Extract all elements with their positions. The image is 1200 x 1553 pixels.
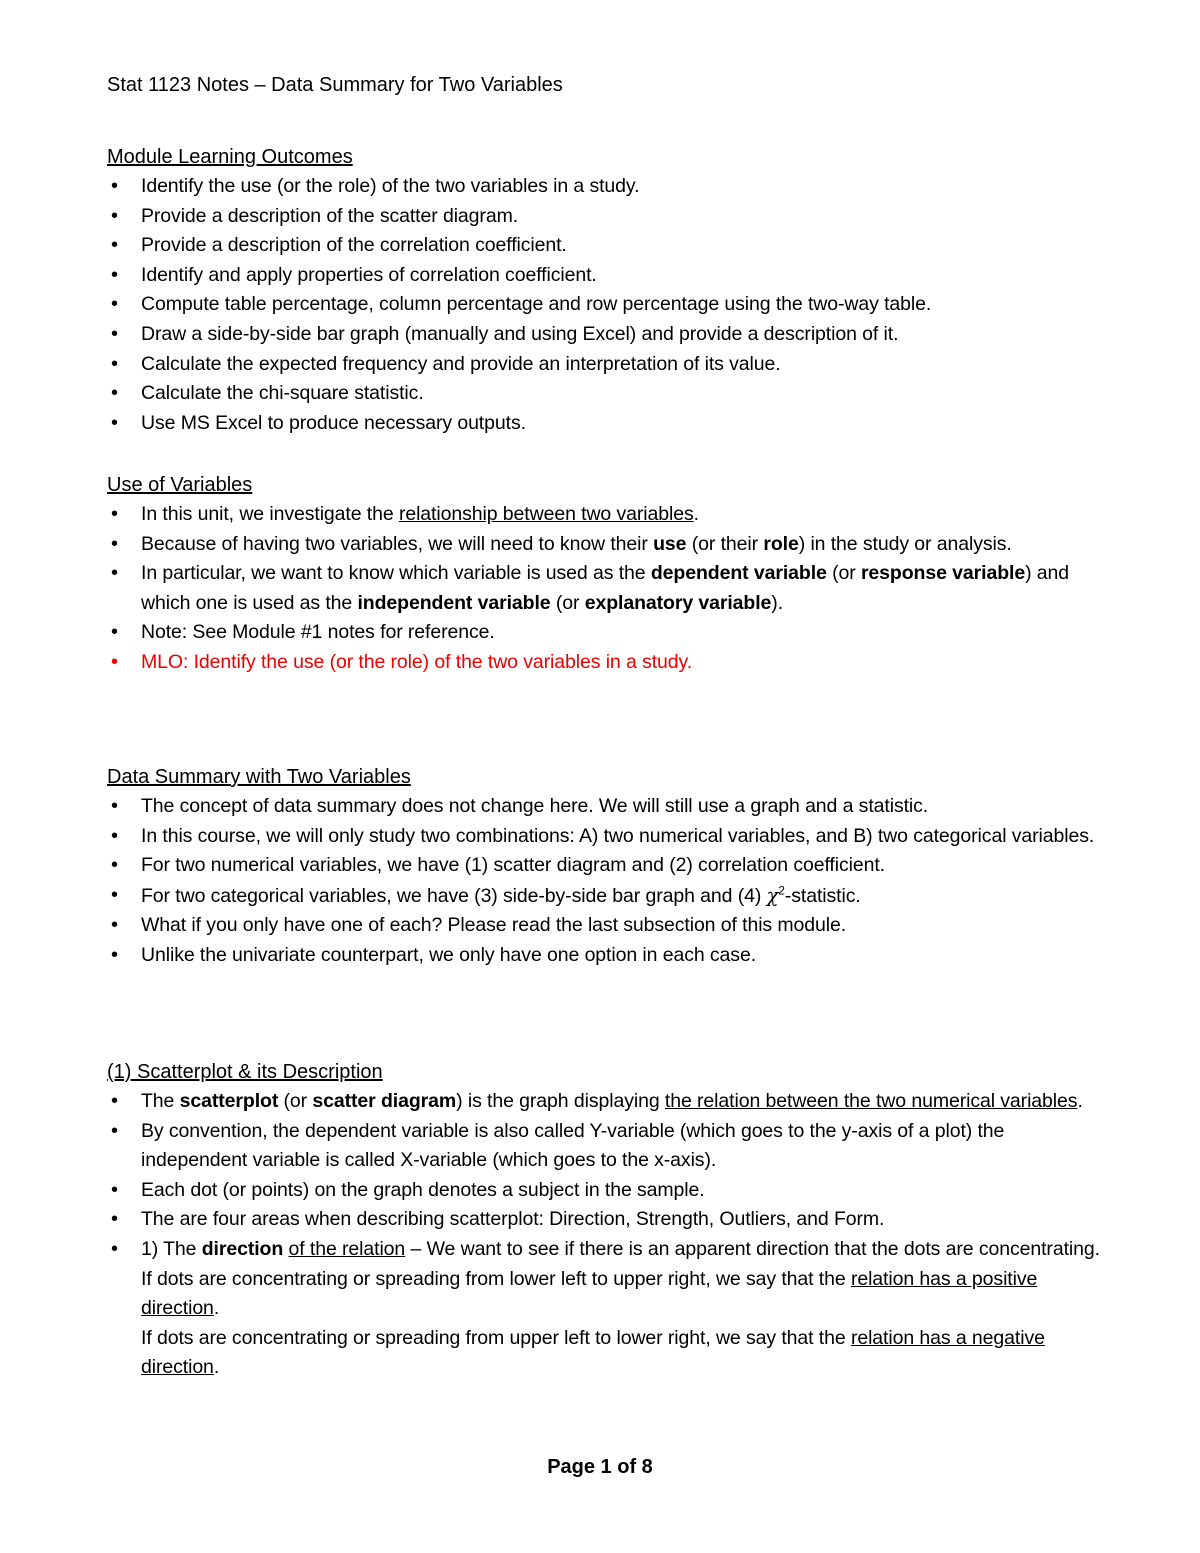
summary-list xyxy=(107,792,1107,971)
list-item: • Each dot (or points) on the graph denotes a subject in the sample. xyxy=(107,1176,1107,1206)
list-item: • The concept of data summary does not change here. We will still use a graph and a statistic. xyxy=(107,792,1107,822)
list-item: • Calculate the expected frequency and provide an interpretation of its value. xyxy=(107,350,1107,380)
list-item: • For two numerical variables, we have (1) scatter diagram and (2) correlation coefficient. xyxy=(107,851,1107,881)
list-item: • What if you only have one of each? Please read the last subsection of this module. xyxy=(107,911,1107,941)
list-item: • Calculate the chi-square statistic. xyxy=(107,379,1107,409)
section-heading: Use of Variables xyxy=(107,474,253,496)
section-scatterplot xyxy=(107,1058,1107,1383)
list-item: • Provide a description of the scatter diagram. xyxy=(107,202,1107,232)
document-title: Stat 1123 Notes – Data Summary for Two Variables xyxy=(107,74,563,96)
list-item: • In this course, we will only study two combinations: A) two numerical variables, and B) two categorical variables. xyxy=(107,822,1107,852)
list-item: • Unlike the univariate counterpart, we only have one option in each case. xyxy=(107,941,1107,971)
list-item: • For two categorical variables, we have (3) side-by-side bar graph and (4) $\chi^2$-statistic. xyxy=(107,881,1107,912)
section-heading: Module Learning Outcomes xyxy=(107,146,353,168)
list-item: • Compute table percentage, column percentage and row percentage using the two-way table. xyxy=(107,290,1107,320)
list-item: • Note: See Module #1 notes for reference. xyxy=(107,618,1107,648)
use-list xyxy=(107,500,1107,678)
chi-symbol: χ xyxy=(766,883,779,907)
list-item: • By convention, the dependent variable is also called Y-variable (which goes to the y-axis of a plot) the independent variable is called X-variable (which goes to the x-axis). xyxy=(107,1117,1107,1176)
list-item: • Draw a side-by-side bar graph (manually and using Excel) and provide a description of it. xyxy=(107,320,1107,350)
section-heading: Data Summary with Two Variables xyxy=(107,766,411,788)
list-item: • Provide a description of the correlation coefficient. xyxy=(107,231,1107,261)
list-item: • Identify the use (or the role) of the two variables in a study. xyxy=(107,172,1107,202)
section-data-summary xyxy=(107,763,1107,971)
mlo-highlight-item: • MLO: Identify the use (or the role) of the two variables in a study. xyxy=(107,648,1107,678)
list-item: • Identify and apply properties of correlation coefficient. xyxy=(107,261,1107,291)
outcomes-list xyxy=(107,172,1107,438)
list-item: • Use MS Excel to produce necessary outputs. xyxy=(107,409,1107,439)
list-item: • In particular, we want to know which variable is used as the dependent variable (or response variable) and which one is used as the independent variable (or explanatory variable). xyxy=(107,559,1107,618)
list-item: • In this unit, we investigate the relationship between two variables. xyxy=(107,500,1107,530)
section-heading: (1) Scatterplot & its Description xyxy=(107,1061,383,1083)
list-item: • The are four areas when describing scatterplot: Direction, Strength, Outliers, and Form. xyxy=(107,1205,1107,1235)
list-item: • The scatterplot (or scatter diagram) is the graph displaying the relation between the two numerical variables. xyxy=(107,1087,1107,1117)
page-number: Page 1 of 8 xyxy=(547,1456,653,1478)
scatter-list xyxy=(107,1087,1107,1383)
section-learning-outcomes xyxy=(107,143,1107,438)
list-item: • 1) The direction of the relation – We want to see if there is an apparent direction that the dots are concentrating. If dots are concentrating or spreading from lower left to upper right, we say that the relation has a positive direction. If dots are concentrating or spreading from upper left to lower right, we say that the relation has a negative direction. xyxy=(107,1235,1107,1383)
list-item: • Because of having two variables, we will need to know their use (or their role) in the study or analysis. xyxy=(107,530,1107,560)
section-use-of-variables xyxy=(107,471,1107,678)
